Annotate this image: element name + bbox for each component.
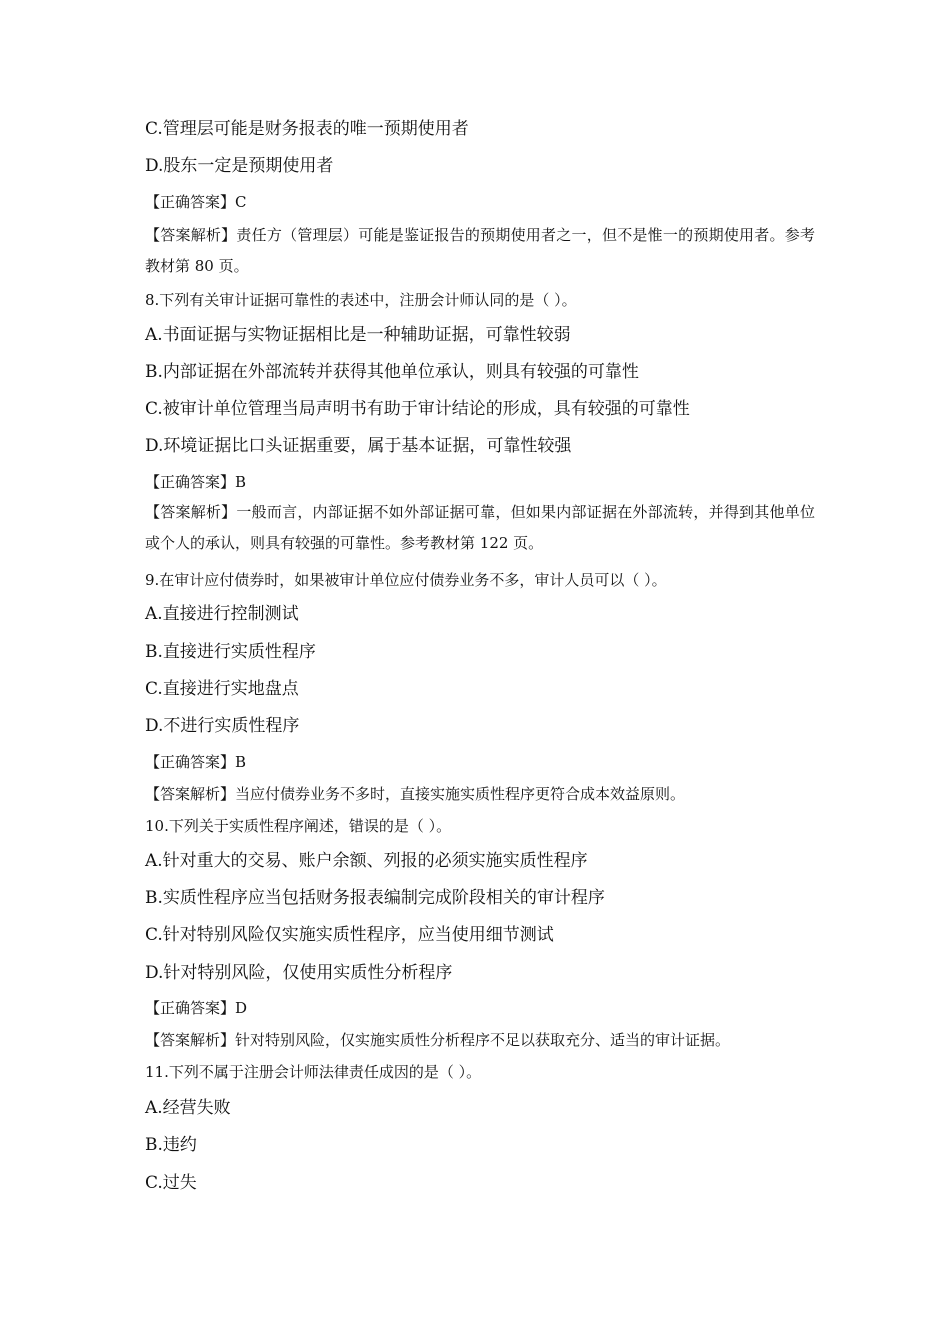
correct-answer: 【正确答案】B [145,473,247,491]
option-text: A.书面证据与实物证据相比是一种辅助证据，可靠性较弱 [145,325,571,345]
option-text: A.直接进行控制测试 [145,604,299,624]
option-text: D.针对特别风险，仅使用实质性分析程序 [145,963,453,983]
question-text: 9.在审计应付债券时，如果被审计单位应付债券业务不多，审计人员可以（ ）。 [145,571,667,589]
option-text: A.经营失败 [145,1098,231,1118]
option-text: B.实质性程序应当包括财务报表编制完成阶段相关的审计程序 [145,888,605,908]
question-text: 10.下列关于实质性程序阐述，错误的是（ ）。 [145,817,452,835]
option-text: C.过失 [145,1173,197,1193]
option-text: B.直接进行实质性程序 [145,642,316,662]
answer-explanation: 【答案解析】一般而言，内部证据不如外部证据可靠，但如果内部证据在外部流转，并得到其他单位或个人的承认，则具有较强的可靠性。参考教材第 122 页。 [145,503,815,552]
answer-explanation: 【答案解析】当应付债券业务不多时，直接实施实质性程序更符合成本效益原则。 [145,785,686,803]
correct-answer: 【正确答案】B [145,753,247,771]
option-text: C.管理层可能是财务报表的唯一预期使用者 [145,119,469,139]
answer-explanation: 【答案解析】责任方（管理层）可能是鉴证报告的预期使用者之一，但不是惟一的预期使用者。参考教材第 80 页。 [145,226,815,275]
question-text: 11.下列不属于注册会计师法律责任成因的是（ ）。 [145,1063,482,1081]
option-text: A.针对重大的交易、账户余额、列报的必须实施实质性程序 [145,851,588,871]
question-text: 8.下列有关审计证据可靠性的表述中，注册会计师认同的是（ ）。 [145,291,577,309]
option-text: C.直接进行实地盘点 [145,679,299,699]
option-text: D.不进行实质性程序 [145,716,300,736]
option-text: C.针对特别风险仅实施实质性程序，应当使用细节测试 [145,925,554,945]
answer-explanation: 【答案解析】针对特别风险，仅实施实质性分析程序不足以获取充分、适当的审计证据。 [145,1031,731,1049]
option-text: D.股东一定是预期使用者 [145,156,334,176]
option-text: B.内部证据在外部流转并获得其他单位承认，则具有较强的可靠性 [145,362,639,382]
correct-answer: 【正确答案】C [145,193,247,211]
correct-answer: 【正确答案】D [145,999,248,1017]
option-text: B.违约 [145,1135,197,1155]
option-text: D.环境证据比口头证据重要，属于基本证据，可靠性较强 [145,436,572,456]
option-text: C.被审计单位管理当局声明书有助于审计结论的形成，具有较强的可靠性 [145,399,690,419]
